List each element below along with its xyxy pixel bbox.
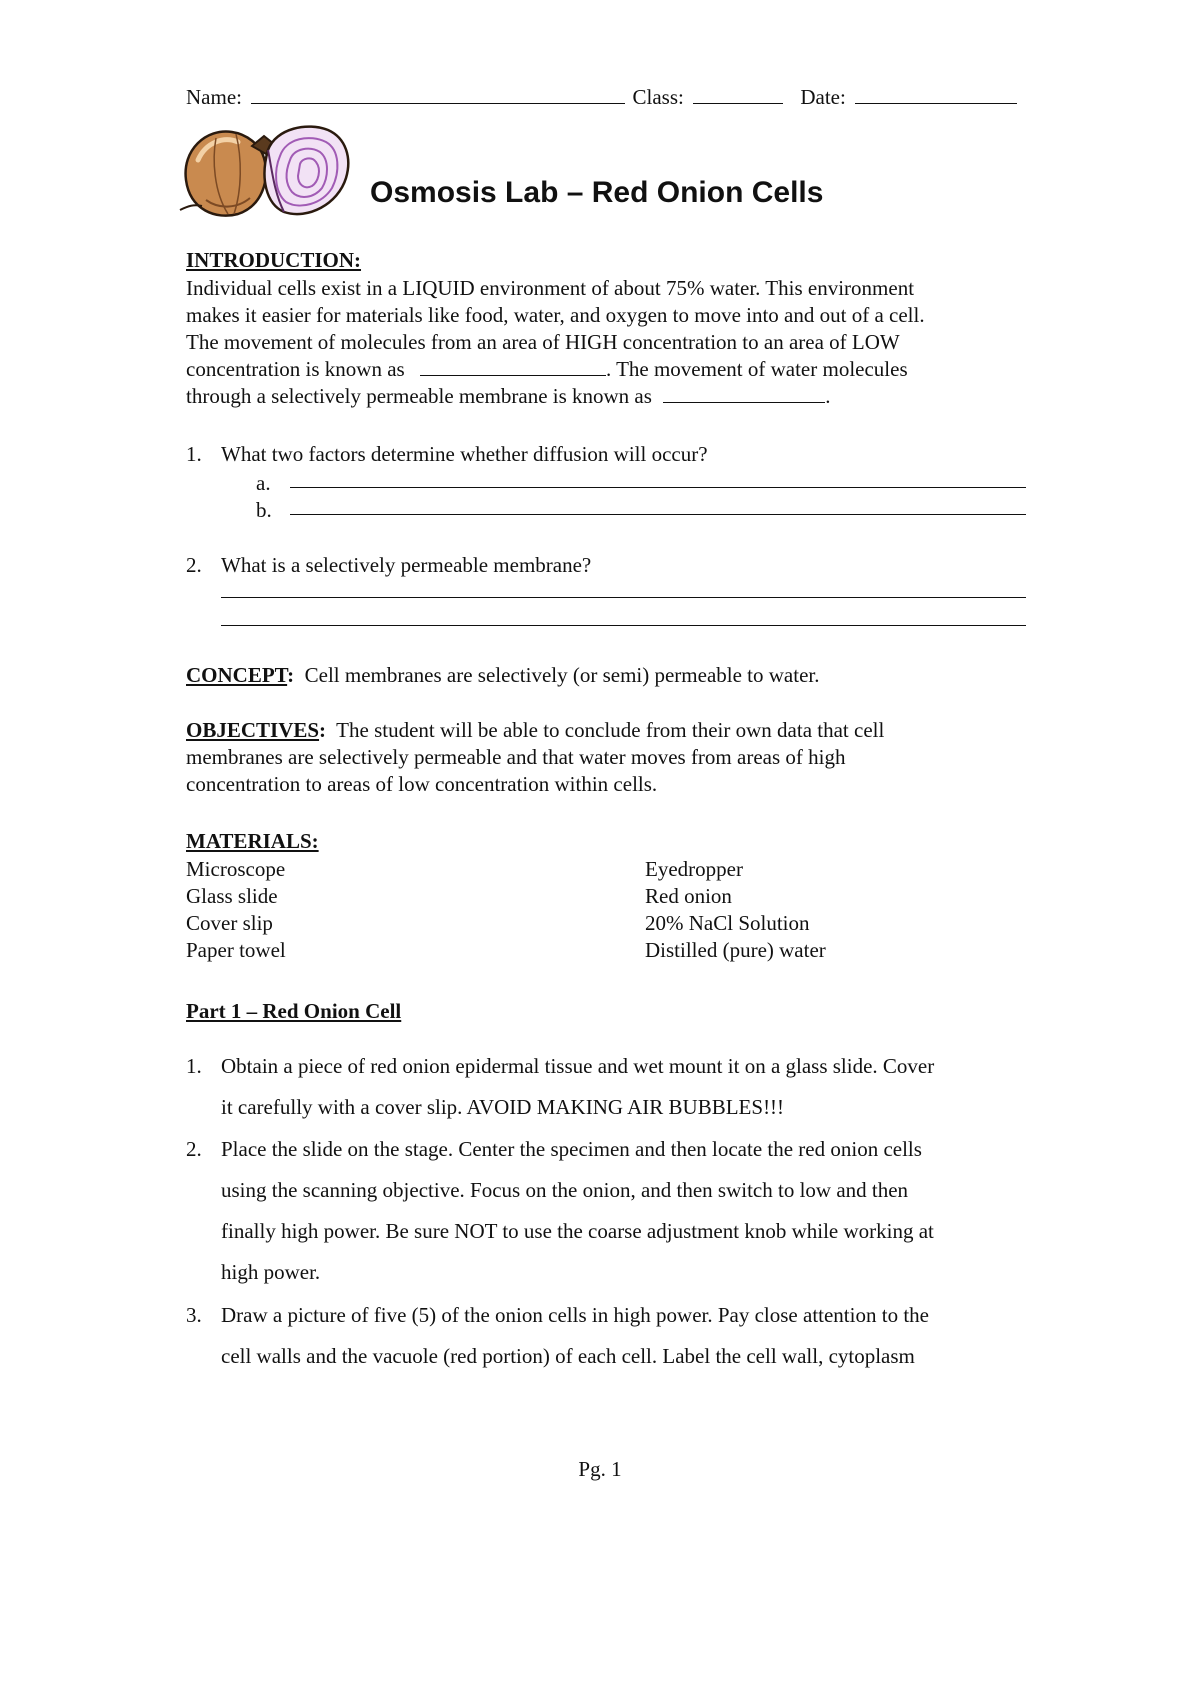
introduction-heading: INTRODUCTION:	[186, 248, 362, 272]
class-blank	[693, 85, 783, 104]
answer-b-line	[290, 514, 1026, 515]
step-number: 1.	[186, 1054, 202, 1078]
question-number: 2.	[186, 553, 202, 577]
material-item: 20% NaCl Solution	[645, 911, 810, 935]
intro-line: makes it easier for materials like food, water, and oxygen to move into and out of a cell.	[186, 303, 925, 327]
intro-line: The movement of molecules from an area of HIGH concentration to an area of LOW	[186, 330, 900, 354]
whole-onion-icon	[180, 132, 274, 216]
answer-line	[221, 597, 1026, 598]
name-label: Name:	[186, 85, 242, 109]
cut-onion-icon	[265, 127, 349, 214]
intro-line-with-blank: concentration is known as . The movement of water molecules	[186, 357, 908, 381]
step-number: 3.	[186, 1303, 202, 1327]
question-1	[186, 441, 1036, 468]
intro-line: Individual cells exist in a LIQUID environment of about 75% water. This environment	[186, 276, 915, 300]
answer-line	[221, 625, 1026, 626]
date-blank	[855, 85, 1017, 104]
objectives-paragraph: OBJECTIVES: The student will be able to conclude from their own data that cell membranes are selectively permeable and that water moves from areas of high concentration to areas of low concentration within cells.	[186, 718, 885, 796]
intro-line-with-blank: through a selectively permeable membrane is known as .	[186, 384, 831, 408]
materials-left-column	[186, 856, 586, 964]
procedure-step-2: 2. Place the slide on the stage. Center the specimen and then locate the red onion cells using the scanning objective. Focus on the onion, and then switch to low and then finally high power. Be sure NOT to use the coarse adjustment knob while working at high power.	[186, 1129, 1026, 1295]
osmosis-blank	[663, 384, 825, 403]
answer-b-label: b.	[256, 498, 272, 522]
material-item: Eyedropper	[645, 857, 743, 881]
material-item: Paper towel	[186, 938, 286, 962]
objectives-label: OBJECTIVES	[186, 718, 320, 742]
question-text: What two factors determine whether diffusion will occur?	[221, 442, 708, 466]
materials-heading: MATERIALS:	[186, 829, 319, 853]
question-number: 1.	[186, 442, 202, 466]
concept-text: Cell membranes are selectively (or semi) permeable to water.	[294, 663, 820, 687]
material-item: Distilled (pure) water	[645, 938, 826, 962]
page-title: Osmosis Lab – Red Onion Cells	[370, 176, 824, 209]
material-item: Cover slip	[186, 911, 273, 935]
answer-a-label: a.	[256, 471, 271, 495]
procedure-step-3: 3. Draw a picture of five (5) of the onion cells in high power. Pay close attention to the cell walls and the vacuole (red portion) of each cell. Label the cell wall, cytoplasm	[186, 1295, 1026, 1379]
step-number: 2.	[186, 1137, 202, 1161]
materials-right-column	[645, 856, 1045, 964]
material-item: Microscope	[186, 857, 286, 881]
concept-label: CONCEPT	[186, 663, 288, 687]
introduction-body	[186, 275, 1036, 410]
page-number: Pg. 1	[578, 1457, 622, 1481]
question-2	[186, 552, 1036, 579]
answer-a-line	[290, 487, 1026, 488]
material-item: Red onion	[645, 884, 732, 908]
part1-heading: Part 1 – Red Onion Cell	[186, 999, 402, 1023]
question-text: What is a selectively permeable membrane?	[221, 553, 592, 577]
diffusion-blank	[420, 357, 606, 376]
onion-illustration	[176, 120, 356, 224]
header-row	[186, 84, 1036, 112]
procedure-step-1: 1. Obtain a piece of red onion epidermal tissue and wet mount it on a glass slide. Cover it carefully with a cover slip. AVOID MAKING AIR BUBBLES!!!	[186, 1046, 1026, 1130]
name-blank	[251, 85, 625, 104]
concept-paragraph: CONCEPT: Cell membranes are selectively (or semi) permeable to water.	[186, 663, 820, 687]
material-item: Glass slide	[186, 884, 278, 908]
class-label: Class:	[632, 85, 684, 109]
date-label: Date:	[800, 85, 846, 109]
